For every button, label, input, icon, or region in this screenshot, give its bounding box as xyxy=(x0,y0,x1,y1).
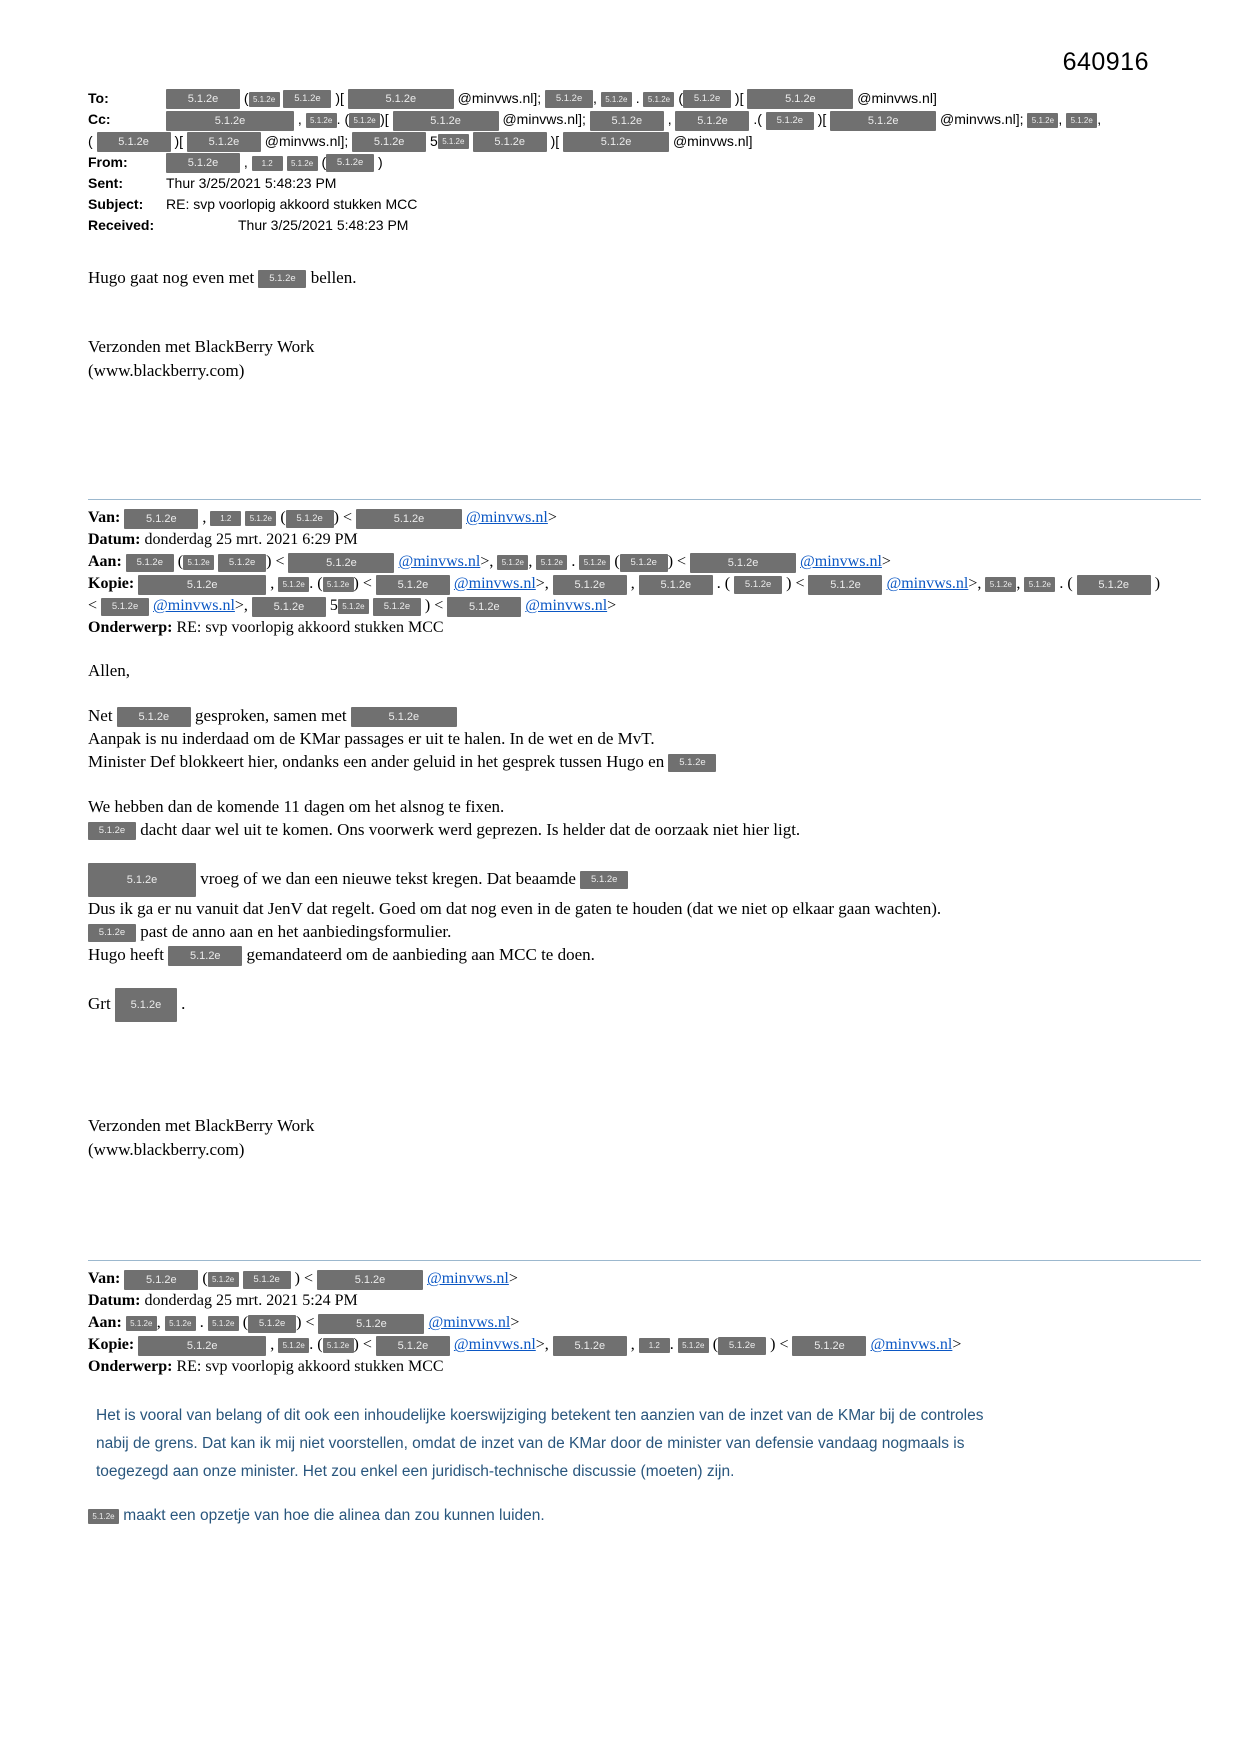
text-span: @minvws.nl] xyxy=(853,90,937,106)
redaction-box: 5.1.2e xyxy=(643,92,674,107)
text-span: bellen. xyxy=(306,268,357,288)
email-address-link[interactable]: @minvws.nl xyxy=(453,1336,536,1354)
redaction-box: 5.1.2e xyxy=(166,111,294,131)
text-span: . ( xyxy=(336,111,350,128)
redaction-box: 5.1.2e xyxy=(473,132,547,152)
redaction-box: 5.1.2e xyxy=(252,597,326,617)
redaction-box: 5.1.2e xyxy=(187,132,261,152)
redaction-box: 5.1.2e xyxy=(678,1338,709,1353)
text-span: Net xyxy=(88,706,117,726)
text-span: . xyxy=(176,994,186,1014)
redaction-box: 1.2 xyxy=(210,511,241,526)
quoted-field-van xyxy=(88,1268,1201,1290)
quoted-field-aan xyxy=(88,551,1201,573)
redaction-box: 5.1.2e xyxy=(326,154,374,172)
text-span: ( xyxy=(708,1336,719,1354)
field-label-sent: Sent: xyxy=(88,175,123,192)
text-span: ( xyxy=(238,1314,249,1332)
quoted-email-1-header xyxy=(88,499,1201,639)
signature-line-2: (www.blackberry.com) xyxy=(88,1140,245,1160)
text-span: ( xyxy=(240,90,249,106)
text-span: @minvws.nl]; xyxy=(936,111,1028,128)
redaction-box: 5.1.2e xyxy=(808,575,882,595)
redaction-box: 5.1.2e xyxy=(183,555,214,570)
body-line xyxy=(88,863,1201,897)
email-address-link[interactable]: @minvws.nl xyxy=(453,575,536,593)
text-span: vroeg of we dan een nieuwe tekst kregen. Dat beaamde xyxy=(196,869,581,889)
redaction-box: 5.1.2e xyxy=(166,153,240,173)
text-span: , xyxy=(266,1336,279,1354)
email-address-link[interactable]: @minvws.nl xyxy=(398,553,481,571)
text-span: @minvws.nl]; xyxy=(260,132,353,149)
text-span: . xyxy=(631,90,644,106)
redaction-box: 5.1.2e xyxy=(318,1314,424,1334)
body-line xyxy=(88,727,1201,750)
blank-line xyxy=(88,841,1201,863)
redaction-box: 5.1.2e xyxy=(115,988,177,1022)
text-span: ( xyxy=(317,153,327,170)
text-span: , xyxy=(294,111,306,128)
redaction-box: 5.1.2e xyxy=(718,1337,766,1355)
text-span: > xyxy=(952,1336,962,1354)
redaction-box: 5.1.2e xyxy=(166,89,240,109)
redaction-box: 5.1.2e xyxy=(138,1336,266,1356)
header-field-cc xyxy=(88,109,1201,130)
text-span: Thur 3/25/2021 5:48:23 PM xyxy=(166,175,337,192)
text-span: Aanpak is nu inderdaad om de KMar passages er uit te halen. In de wet en de MvT. xyxy=(88,729,655,749)
blackberry-signature-2 xyxy=(88,1114,1201,1162)
redaction-box: 5.1.2e xyxy=(218,554,266,572)
text-span: ) < xyxy=(353,1336,376,1354)
redaction-box: 1.2 xyxy=(252,156,283,171)
email-1-body xyxy=(88,659,1201,1022)
text-span: >, xyxy=(535,575,553,593)
text-span: . ( xyxy=(712,575,735,593)
text-span: , xyxy=(240,153,252,170)
body-line xyxy=(88,795,1201,818)
text-span: ( xyxy=(674,90,684,106)
blue-note-paragraph: Het is vooral van belang of dit ook een inhoudelijke koerswijziging betekent ten aanzien van de inzet van de KMar bij de controles nabij de grens. Dat kan ik mij niet voorstellen, omdat de inzet van de KMar door de minister van defensie vandaag nogmaals is toegezegd aan onze minister. Het zou enkel een juridisch-technische discussie (moeten) zijn. xyxy=(96,1407,984,1481)
blackberry-signature xyxy=(88,335,1201,383)
text-span: , xyxy=(198,509,211,527)
text-span xyxy=(283,154,287,170)
redaction-box: 5.1.2e xyxy=(323,1338,354,1353)
text-span: >, xyxy=(968,575,986,593)
message-header xyxy=(88,88,1201,236)
redaction-box: 5.1.2e xyxy=(563,132,669,152)
redaction-box: 5.1.2e xyxy=(288,553,394,573)
redaction-box: 5.1.2e xyxy=(376,1336,450,1356)
body-line xyxy=(88,818,1201,841)
text-span: > xyxy=(508,1270,518,1288)
redaction-box: 5.1.2e xyxy=(438,134,469,149)
redaction-box: 5.1.2e xyxy=(579,555,610,570)
text-span: Thur 3/25/2021 5:48:23 PM xyxy=(238,217,409,234)
text-span: , xyxy=(1097,111,1102,128)
text-span: > xyxy=(547,509,557,527)
field-value-subject xyxy=(166,196,417,212)
redaction-box: 5.1.2e xyxy=(249,92,280,107)
text-span: >, xyxy=(480,553,498,571)
text-span: >, xyxy=(234,597,252,615)
redaction-box: 5.1.2e xyxy=(536,555,567,570)
redaction-box: 5.1.2e xyxy=(243,1271,291,1289)
text-span: donderdag 25 mrt. 2021 6:29 PM xyxy=(144,531,358,549)
field-label: Van: xyxy=(88,1270,125,1288)
field-label: Van: xyxy=(88,509,125,527)
redaction-box: 5.1.2e xyxy=(580,871,628,889)
header-field-to xyxy=(88,88,1201,109)
text-span: , xyxy=(626,575,639,593)
redaction-box: 5.1.2e xyxy=(88,924,136,942)
redaction-box: 5.1.2e xyxy=(1024,577,1055,592)
field-value-received xyxy=(238,217,408,233)
redaction-box: 5.1.2e xyxy=(323,577,354,592)
redaction-box: 5.1.2e xyxy=(306,113,337,128)
redaction-box: 5.1.2e xyxy=(690,553,796,573)
field-label: Datum: xyxy=(88,531,145,549)
redaction-box: 5.1.2e xyxy=(168,946,242,966)
text-span: ) < xyxy=(296,1314,319,1332)
text-span: RE: svp voorlopig akkoord stukken MCC xyxy=(176,619,444,637)
redaction-box: 5.1.2e xyxy=(208,1272,239,1287)
email-address-link[interactable]: @minvws.nl xyxy=(428,1314,511,1332)
text-span: , xyxy=(626,1336,639,1354)
redaction-box: 5.1.2e xyxy=(278,1338,309,1353)
text-span: < xyxy=(88,597,102,615)
text-span: . ( xyxy=(309,575,323,593)
text-span: ) xyxy=(1150,575,1161,593)
redaction-box: 5.1.2e xyxy=(88,863,196,897)
blank-line xyxy=(88,682,1201,704)
redaction-box: 5.1.2e xyxy=(317,1270,423,1290)
text-span: past de anno aan en het aanbiedingsformulier. xyxy=(136,922,452,942)
redaction-box: 5.1.2e xyxy=(1027,113,1058,128)
text-span: 5 xyxy=(325,597,338,615)
redaction-box: 5.1.2e xyxy=(258,270,306,288)
redaction-box: 5.1.2e xyxy=(683,90,731,108)
redaction-box: 5.1.2e xyxy=(376,575,450,595)
body-line xyxy=(88,920,1201,943)
text-span: Hugo gaat nog even met xyxy=(88,268,259,288)
redaction-box: 5.1.2e xyxy=(126,554,174,572)
text-span: Allen, xyxy=(88,661,131,681)
text-span: maakt een opzetje van hoe die alinea dan zou kunnen luiden. xyxy=(119,1507,545,1525)
field-value-from xyxy=(166,154,383,170)
text-span: )[ xyxy=(546,132,564,149)
text-span: Hugo heeft xyxy=(88,945,169,965)
text-span: )[ xyxy=(380,111,393,128)
redaction-box: 5.1.2e xyxy=(286,510,334,528)
field-label: Kopie: xyxy=(88,575,139,593)
body-line xyxy=(88,704,1201,727)
header-field-sent xyxy=(88,173,1201,194)
redaction-box: 5.1.2e xyxy=(338,599,369,614)
redaction-box: 1.2 xyxy=(639,1338,670,1353)
text-span: RE: svp voorlopig akkoord stukken MCC xyxy=(166,196,418,213)
email-address-link[interactable]: @minvws.nl xyxy=(870,1336,953,1354)
redaction-box: 5.1.2e xyxy=(356,509,462,529)
quoted-field-onderwerp xyxy=(88,617,1201,639)
text-span: , xyxy=(593,90,601,106)
redaction-box: 5.1.2e xyxy=(117,707,191,727)
text-span: gemandateerd om de aanbieding aan MCC te doen. xyxy=(242,945,595,965)
text-span: ) < xyxy=(353,575,376,593)
redaction-box: 5.1.2e xyxy=(545,90,593,108)
quoted-email-2-header xyxy=(88,1260,1201,1378)
redaction-box: 5.1.2e xyxy=(1066,113,1097,128)
field-value-to xyxy=(166,90,937,106)
text-span: dacht daar wel uit te komen. Ons voorwerk werd geprezen. Is helder dat de oorzaak niet hier ligt. xyxy=(136,820,801,840)
body-line xyxy=(88,943,1201,966)
text-span: . ( xyxy=(1055,575,1077,593)
text-span: , xyxy=(663,111,676,128)
blank-line xyxy=(88,966,1201,988)
text-span: ) < xyxy=(290,1270,317,1288)
redaction-box: 5.1.2e xyxy=(601,92,632,107)
text-span: 5 xyxy=(426,132,438,149)
text-span: )[ xyxy=(813,111,831,128)
text-span: Grt xyxy=(88,994,115,1014)
text-span: , xyxy=(528,553,537,571)
body-line xyxy=(88,988,1201,1022)
text-span: ( xyxy=(173,553,184,571)
text-span: @minvws.nl]; xyxy=(498,111,590,128)
field-label: Kopie: xyxy=(88,1336,139,1354)
text-span: , xyxy=(1058,111,1067,128)
email-address-link[interactable]: @minvws.nl xyxy=(427,1270,509,1288)
text-span: ( xyxy=(610,553,620,571)
redaction-box: 5.1.2e xyxy=(553,575,627,595)
redaction-box: 5.1.2e xyxy=(88,1509,119,1524)
text-span: > xyxy=(510,1314,520,1332)
text-span: Dus ik ga er nu vanuit dat JenV dat regelt. Goed om dat nog even in de gaten te houden (dat we niet op elkaar gaan wachten). xyxy=(88,899,942,919)
text-span: .( xyxy=(749,111,766,128)
body-line xyxy=(88,897,1201,920)
email-address-link[interactable]: @minvws.nl xyxy=(886,575,969,593)
header-field-cc-continuation xyxy=(88,131,1201,152)
redaction-box: 5.1.2e xyxy=(1077,575,1151,595)
text-span: )[ xyxy=(731,90,748,106)
redaction-box: 5.1.2e xyxy=(675,111,749,131)
text-span: > xyxy=(607,597,617,615)
body-line xyxy=(88,750,1201,773)
quoted-field-kopie-continuation xyxy=(88,595,1201,617)
field-label: Datum: xyxy=(88,1292,145,1310)
redaction-box: 5.1.2e xyxy=(287,156,318,171)
field-label-cc: Cc: xyxy=(88,111,111,128)
text-span: ) < xyxy=(266,553,289,571)
email-address-link[interactable]: @minvws.nl xyxy=(153,597,235,615)
redaction-box: 5.1.2e xyxy=(348,89,454,109)
text-span: gesproken, samen met xyxy=(190,706,351,726)
quoted-field-van xyxy=(88,507,1201,529)
text-span: . xyxy=(669,1336,678,1354)
field-label-to: To: xyxy=(88,90,109,106)
blue-note-line xyxy=(88,1502,1201,1530)
redaction-box: 5.1.2e xyxy=(497,555,528,570)
field-label: Onderwerp: xyxy=(88,1358,177,1376)
text-span: ( xyxy=(276,509,286,527)
email-address-link[interactable]: @minvws.nl xyxy=(466,509,548,527)
redaction-box: 5.1.2e xyxy=(97,132,171,152)
redaction-box: 5.1.2e xyxy=(248,1315,296,1333)
redaction-box: 5.1.2e xyxy=(283,90,331,108)
header-field-from xyxy=(88,152,1201,173)
redaction-box: 5.1.2e xyxy=(351,707,457,727)
redaction-box: 5.1.2e xyxy=(766,112,814,130)
redaction-box: 5.1.2e xyxy=(126,1316,157,1331)
redaction-box: 5.1.2e xyxy=(349,113,380,128)
redaction-box: 5.1.2e xyxy=(830,111,936,131)
field-label: Aan: xyxy=(88,553,126,571)
document-number: 640916 xyxy=(1062,48,1149,76)
redaction-box: 5.1.2e xyxy=(747,89,853,109)
field-value-cc-continuation xyxy=(88,133,753,149)
text-span: )[ xyxy=(170,132,187,149)
text-span: , xyxy=(1016,575,1025,593)
blank-line xyxy=(88,773,1201,795)
redaction-box: 5.1.2e xyxy=(138,575,266,595)
field-label: Aan: xyxy=(88,1314,126,1332)
redaction-box: 5.1.2e xyxy=(985,577,1016,592)
text-span: . xyxy=(567,553,580,571)
text-span: Minister Def blokkeert hier, ondanks een ander geluid in het gesprek tussen Hugo en xyxy=(88,752,669,772)
redaction-box: 5.1.2e xyxy=(124,1270,198,1290)
quoted-field-datum xyxy=(88,529,1201,551)
text-span: , xyxy=(156,1314,165,1332)
redaction-box: 5.1.2e xyxy=(620,554,668,572)
redaction-box: 5.1.2e xyxy=(352,132,426,152)
redaction-box: 5.1.2e xyxy=(245,511,276,526)
text-span: )[ xyxy=(331,90,348,106)
redaction-box: 5.1.2e xyxy=(124,509,198,529)
signature-line-1: Verzonden met BlackBerry Work xyxy=(88,337,315,357)
text-span: ) < xyxy=(420,597,448,615)
field-value-cc xyxy=(166,111,1101,127)
field-label-received: Received: xyxy=(88,217,155,234)
text-span: RE: svp voorlopig akkoord stukken MCC xyxy=(176,1358,444,1376)
redaction-box: 5.1.2e xyxy=(88,822,136,840)
field-label: Onderwerp: xyxy=(88,619,177,637)
spacer xyxy=(88,1162,1201,1250)
redaction-box: 5.1.2e xyxy=(639,575,713,595)
header-field-subject xyxy=(88,194,1201,215)
field-label-subject: Subject: xyxy=(88,196,144,213)
redaction-box: 5.1.2e xyxy=(792,1336,866,1356)
redaction-box: 5.1.2e xyxy=(447,597,521,617)
quoted-field-kopie xyxy=(88,573,1201,595)
redaction-box: 5.1.2e xyxy=(165,1316,196,1331)
email-address-link[interactable]: @minvws.nl xyxy=(525,597,608,615)
email-address-link[interactable]: @minvws.nl xyxy=(800,553,882,571)
text-span: ( xyxy=(198,1270,208,1288)
redaction-box: 5.1.2e xyxy=(668,754,716,772)
header-field-received xyxy=(88,215,1201,236)
text-span: , xyxy=(266,575,279,593)
quoted-field-onderwerp xyxy=(88,1356,1201,1378)
quoted-field-datum xyxy=(88,1290,1201,1312)
field-value-sent xyxy=(166,175,336,191)
quoted-field-aan xyxy=(88,1312,1201,1334)
redaction-box: 5.1.2e xyxy=(278,577,309,592)
text-span: ) < xyxy=(333,509,356,527)
text-span: . xyxy=(195,1314,208,1332)
text-span: >, xyxy=(535,1336,553,1354)
signature-line-2: (www.blackberry.com) xyxy=(88,361,245,381)
intro-line xyxy=(88,266,1201,289)
spacer xyxy=(88,1022,1201,1114)
text-span: . ( xyxy=(309,1336,323,1354)
text-span: We hebben dan de komende 11 dagen om het alsnog te fixen. xyxy=(88,797,505,817)
text-span: donderdag 25 mrt. 2021 5:24 PM xyxy=(144,1292,358,1310)
redaction-box: 5.1.2e xyxy=(590,111,664,131)
redaction-box: 5.1.2e xyxy=(208,1316,239,1331)
spacer xyxy=(88,383,1201,489)
text-span: ) < xyxy=(766,1336,793,1354)
text-span: > xyxy=(881,553,891,571)
body-line xyxy=(88,659,1201,682)
quoted-field-kopie xyxy=(88,1334,1201,1356)
field-label-from: From: xyxy=(88,153,128,170)
redaction-box: 5.1.2e xyxy=(373,598,421,616)
redaction-box: 5.1.2e xyxy=(553,1336,627,1356)
redaction-box: 5.1.2e xyxy=(734,576,782,594)
text-span: @minvws.nl]; xyxy=(453,90,546,106)
text-span: ) < xyxy=(667,553,691,571)
text-span: @minvws.nl] xyxy=(669,132,753,149)
redaction-box: 5.1.2e xyxy=(393,111,499,131)
redaction-box: 5.1.2e xyxy=(101,598,149,616)
text-span: ( xyxy=(88,132,97,149)
signature-line-1: Verzonden met BlackBerry Work xyxy=(88,1116,315,1136)
text-span: ) xyxy=(374,153,383,170)
text-span: ) < xyxy=(782,575,809,593)
